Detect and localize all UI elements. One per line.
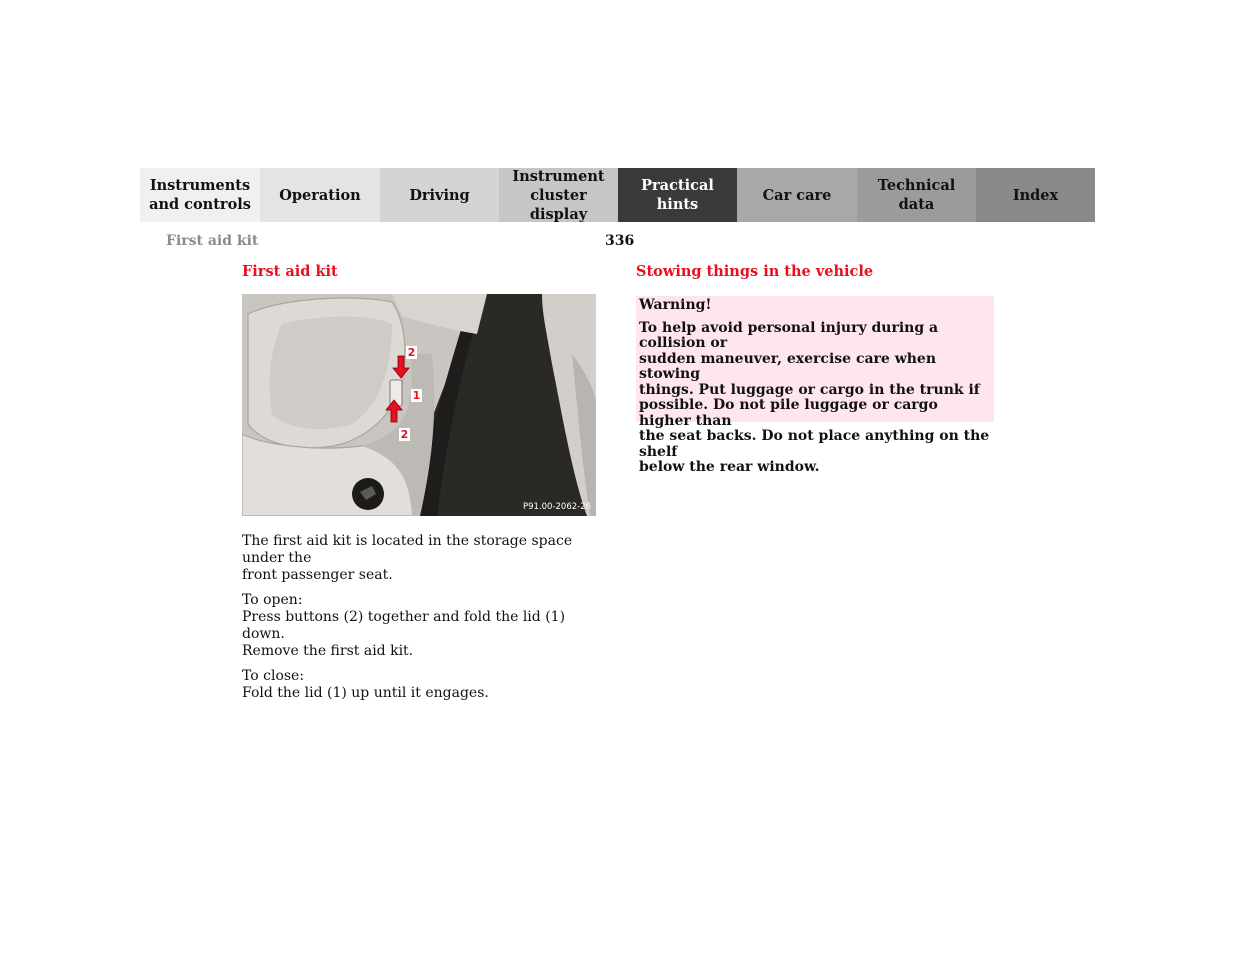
first-aid-kit-illustration xyxy=(242,294,596,516)
tab-technical-data[interactable] xyxy=(857,168,976,222)
tab-label: Instrument cluster display xyxy=(512,167,605,223)
tab-label: Operation xyxy=(279,186,361,204)
tab-practical-hints[interactable] xyxy=(618,168,737,222)
text-line: The first aid kit is located in the storage space under the xyxy=(242,533,573,566)
tab-label: Instruments and controls xyxy=(149,177,251,213)
warning-line: things. Put luggage or cargo in the trunk if xyxy=(639,381,980,398)
location-paragraph xyxy=(242,533,612,584)
warning-line: below the rear window. xyxy=(639,459,820,475)
callout-lid: 1 xyxy=(412,389,421,402)
tab-index[interactable] xyxy=(976,168,1095,222)
warning-line: sudden maneuver, exercise care when stowing xyxy=(639,350,937,382)
first-aid-kit-instructions xyxy=(242,533,612,710)
first-aid-kit-heading: First aid kit xyxy=(242,263,338,280)
tab-instrument-cluster-display[interactable] xyxy=(499,168,618,222)
tab-driving[interactable] xyxy=(380,168,499,222)
warning-box xyxy=(636,296,994,475)
callout-button-bottom: 2 xyxy=(400,428,409,441)
section-label: First aid kit xyxy=(166,233,259,249)
warning-line: To help avoid personal injury during a collision or xyxy=(639,319,939,351)
seat-illustration-svg xyxy=(242,294,596,516)
text-line: Fold the lid (1) up until it engages. xyxy=(242,685,489,701)
text-line: Remove the first aid kit. xyxy=(242,643,414,659)
tab-label: Practical hints xyxy=(641,177,714,213)
text-line: front passenger seat. xyxy=(242,567,393,583)
chapter-tabs xyxy=(140,168,1095,222)
callout-button-top: 2 xyxy=(407,346,416,359)
tab-car-care[interactable] xyxy=(737,168,857,222)
stowing-things-heading: Stowing things in the vehicle xyxy=(636,263,874,280)
tab-instruments-and-controls[interactable] xyxy=(140,168,260,222)
tab-label: Driving xyxy=(409,186,470,204)
tab-operation[interactable] xyxy=(260,168,380,222)
warning-body xyxy=(639,321,991,476)
tab-label: Car care xyxy=(762,186,832,204)
warning-line: possible. Do not pile luggage or cargo higher than xyxy=(639,397,938,429)
text-line: To open: xyxy=(242,592,303,608)
close-instructions xyxy=(242,668,612,702)
page-number: 336 xyxy=(605,233,635,249)
tab-label: Technical data xyxy=(877,177,956,213)
tab-label: Index xyxy=(1012,186,1059,204)
text-line: Press buttons (2) together and fold the lid (1) down. xyxy=(242,609,566,642)
warning-title: Warning! xyxy=(639,297,712,313)
open-instructions xyxy=(242,592,612,660)
warning-line: the seat backs. Do not place anything on the shelf xyxy=(639,428,990,460)
text-line: To close: xyxy=(242,668,305,684)
figure-code: P91.00-2062-26 xyxy=(523,502,592,512)
